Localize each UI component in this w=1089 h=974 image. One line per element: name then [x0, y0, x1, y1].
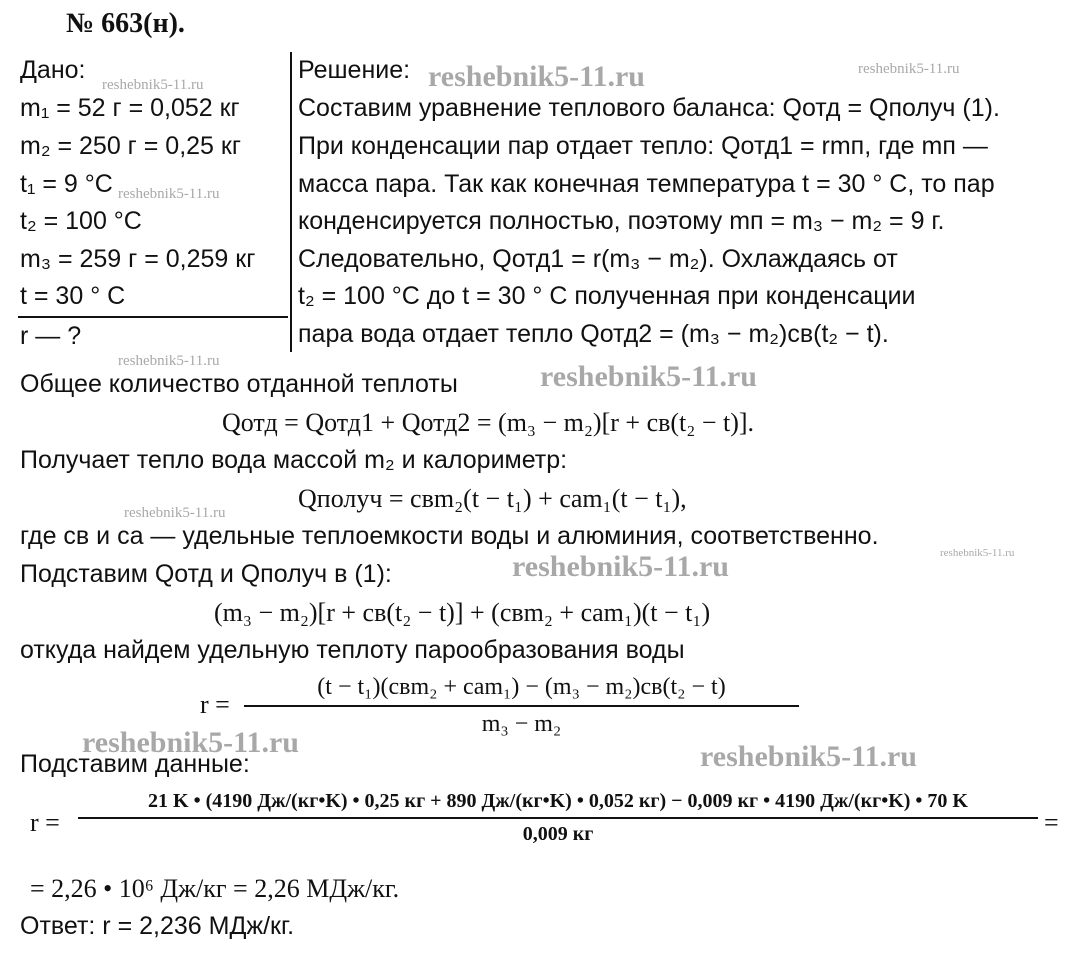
given-line-t1: t₁ = 9 °C: [20, 170, 113, 198]
formula-lhs: r =: [200, 690, 230, 719]
formula-fraction: [244, 674, 799, 738]
solution-line-7: пара вода отдает тепло Qотд2 = (m₃ − m₂)cв(t₂ − t).: [298, 320, 889, 348]
result-line: = 2,26 • 10⁶ Дж/кг = 2,26 МДж/кг.: [30, 874, 400, 903]
problem-number: № 663(н).: [66, 8, 185, 39]
solution-line-2: При конденсации пар отдает тепло: Qотд1 = rmп, где mп —: [298, 132, 988, 160]
watermark: reshebnik5-11.ru: [118, 353, 220, 369]
given-divider: [18, 316, 288, 318]
receive-label: Получает тепло вода массой m₂ и калориметр:: [20, 446, 568, 474]
watermark: reshebnik5-11.ru: [940, 547, 1015, 559]
watermark: reshebnik5-11.ru: [82, 726, 299, 759]
solution-line-1: Составим уравнение теплового баланса: Qотд = Qполуч (1).: [298, 94, 1000, 122]
solution-line-3: масса пара. Так как конечная температура t = 30 ° C, то пар: [298, 170, 995, 198]
given-line-t: t = 30 ° C: [20, 282, 126, 310]
watermark: reshebnik5-11.ru: [428, 60, 645, 93]
watermark: reshebnik5-11.ru: [858, 61, 960, 77]
equation-balance: (m₃ − m₂)[r + cв(t₂ − t)] + (cвm₂ + cаm₁)(t − t₁): [214, 598, 711, 627]
watermark: reshebnik5-11.ru: [102, 77, 204, 93]
calc-rhs: =: [1044, 808, 1059, 837]
formula-denominator: m₃ − m₂: [481, 711, 562, 737]
formula-numerator: (t − t₁)(cвm₂ + cаm₁) − (m₃ − m₂)cв(t₂ − t): [317, 674, 726, 700]
watermark: reshebnik5-11.ru: [118, 186, 220, 202]
substitute-line: Подставим Qотд и Qполуч в (1):: [20, 560, 392, 588]
given-find: r — ?: [20, 322, 82, 350]
data-label: Подставим данные:: [20, 750, 250, 778]
solution-line-4: конденсируется полностью, поэтому mп = m₃ − m₂ = 9 г.: [298, 207, 945, 235]
given-line-t2: t₂ = 100 °C: [20, 207, 142, 235]
watermark: reshebnik5-11.ru: [700, 740, 917, 773]
where-line: где cв и cа — удельные теплоемкости воды и алюминия, соответственно.: [20, 522, 879, 550]
solution-line-6: t₂ = 100 °C до t = 30 ° C полученная при конденсации: [298, 282, 916, 310]
calc-lhs: r =: [30, 808, 60, 837]
total-heat-label: Общее количество отданной теплоты: [20, 370, 458, 398]
given-line-m1: m₁ = 52 г = 0,052 кг: [20, 94, 240, 122]
equation-total-heat: Qотд = Qотд1 + Qотд2 = (m₃ − m₂)[r + cв(t₂ − t)].: [222, 408, 755, 437]
calc-denominator: 0,009 кг: [522, 823, 594, 845]
solution-title: Решение:: [298, 56, 411, 84]
watermark: reshebnik5-11.ru: [124, 505, 226, 521]
calc-numerator: 21 K • (4190 Дж/(кг•K) • 0,25 кг + 890 Дж/(кг•K) • 0,052 кг) − 0,009 кг • 4190 Дж/(кг•K) • 70 K: [148, 790, 968, 812]
calc-fraction: [78, 790, 1038, 846]
solution-line-5: Следовательно, Qотд1 = r(m₃ − m₂). Охлаждаясь от: [298, 245, 898, 273]
find-line: откуда найдем удельную теплоту парообразования воды: [20, 636, 685, 664]
column-divider: [290, 52, 292, 352]
equation-received-heat: Qполуч = cвm₂(t − t₁) + cаm₁(t − t₁),: [298, 484, 687, 513]
watermark: reshebnik5-11.ru: [512, 550, 729, 583]
given-title: Дано:: [20, 56, 86, 84]
watermark: reshebnik5-11.ru: [540, 360, 757, 393]
given-line-m2: m₂ = 250 г = 0,25 кг: [20, 132, 241, 160]
given-line-m3: m₃ = 259 г = 0,259 кг: [20, 245, 256, 273]
answer-line: Ответ: r = 2,236 МДж/кг.: [20, 912, 295, 940]
